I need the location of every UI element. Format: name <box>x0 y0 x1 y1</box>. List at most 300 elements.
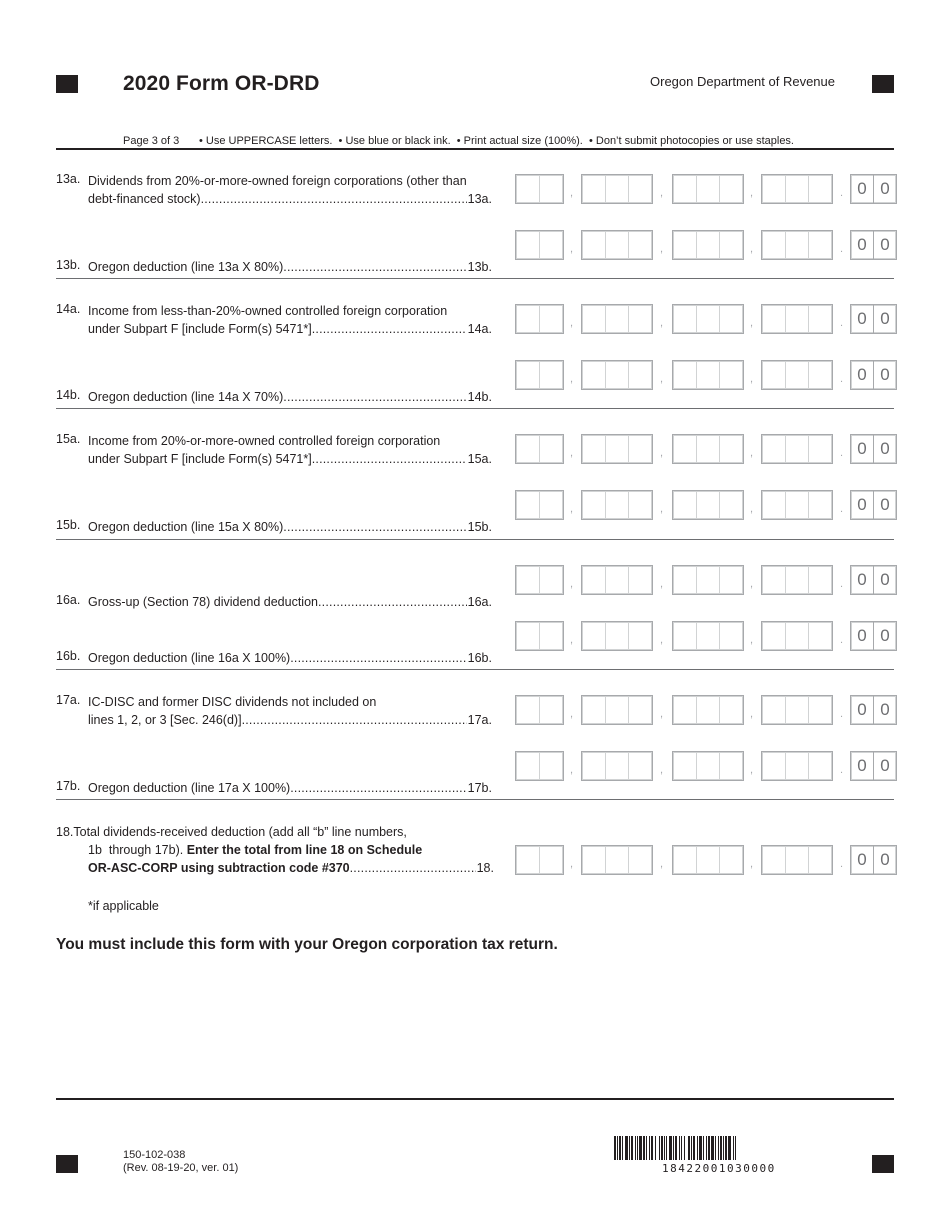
digit-cell[interactable] <box>606 305 630 333</box>
digit-cell[interactable] <box>697 846 721 874</box>
line-text: under Subpart F [include Form(s) 5471*] <box>88 322 312 336</box>
cents-digit: 0 <box>857 626 867 645</box>
digit-cell[interactable] <box>629 305 652 333</box>
digit-cell[interactable] <box>697 622 721 650</box>
thousands-separator: , <box>570 578 574 590</box>
amount-field[interactable] <box>515 621 897 651</box>
digit-cell[interactable] <box>697 175 721 203</box>
line-description <box>88 302 492 338</box>
digit-cell[interactable] <box>629 231 652 259</box>
digit-cell[interactable] <box>582 491 606 519</box>
digit-cell[interactable] <box>762 305 786 333</box>
cents-digit: 0 <box>873 305 896 333</box>
thousands-separator: , <box>750 317 754 329</box>
cents-digit: 0 <box>857 439 867 458</box>
thousands-separator: , <box>750 578 754 590</box>
digit-cell[interactable] <box>516 622 540 650</box>
digit-cell[interactable] <box>786 696 810 724</box>
amount-field[interactable] <box>515 751 897 781</box>
digit-cell[interactable] <box>673 622 697 650</box>
digit-cell[interactable] <box>516 435 540 463</box>
line-text-first: Income from 20%-or-more-owned controlled foreign corporation <box>88 434 441 448</box>
dot-leader <box>318 593 467 611</box>
digit-cell[interactable] <box>582 231 606 259</box>
digit-cell[interactable] <box>786 305 810 333</box>
line-18-amount-field[interactable] <box>515 845 897 875</box>
digit-cell[interactable] <box>606 846 630 874</box>
digit-cell[interactable] <box>809 435 832 463</box>
line-code: 14a. <box>467 322 492 336</box>
cents-digit: 0 <box>873 231 896 259</box>
registration-mark-top-left <box>56 75 78 93</box>
digit-group[interactable] <box>672 490 744 520</box>
section-separator <box>56 539 894 540</box>
line-description <box>88 432 492 468</box>
cents-field[interactable] <box>850 565 897 595</box>
thousands-separator: , <box>750 764 754 776</box>
thousands-separator: , <box>750 708 754 720</box>
cents-digit: 0 <box>857 235 867 254</box>
thousands-separator: , <box>660 243 664 255</box>
digit-cell[interactable] <box>673 231 697 259</box>
header-rule <box>56 148 894 150</box>
digit-cell[interactable] <box>809 361 832 389</box>
digit-cell[interactable] <box>697 361 721 389</box>
digit-cell[interactable] <box>540 231 563 259</box>
cents-digit: 0 <box>873 491 896 519</box>
digit-cell[interactable] <box>697 491 721 519</box>
line-description <box>88 388 492 406</box>
thousands-separator: , <box>660 578 664 590</box>
cents-field[interactable] <box>850 360 897 390</box>
line-text: Oregon deduction (line 16a X 100%) <box>88 651 291 665</box>
digit-cell[interactable] <box>540 361 563 389</box>
line-text: Oregon deduction (line 17a X 100%) <box>88 781 291 795</box>
digit-group[interactable] <box>761 360 833 390</box>
thousands-separator: , <box>570 503 574 515</box>
digit-cell[interactable] <box>697 231 721 259</box>
digit-cell[interactable] <box>606 696 630 724</box>
digit-group[interactable] <box>761 434 833 464</box>
digit-cell[interactable] <box>673 175 697 203</box>
digit-cell[interactable] <box>762 361 786 389</box>
thousands-separator: , <box>660 503 664 515</box>
cents-field[interactable] <box>850 490 897 520</box>
decimal-point: . <box>840 503 844 515</box>
cents-digit: 0 <box>873 175 896 203</box>
section-separator <box>56 799 894 800</box>
digit-cell[interactable] <box>606 622 630 650</box>
digit-cell[interactable] <box>786 491 810 519</box>
cents-digit: 0 <box>857 179 867 198</box>
digit-group[interactable] <box>672 360 744 390</box>
line-text-first: Income from less-than-20%-owned controlled foreign corporation <box>88 304 448 318</box>
digit-cell[interactable] <box>540 305 563 333</box>
line-number: 13b. <box>56 258 81 272</box>
digit-cell[interactable] <box>697 752 721 780</box>
amount-field[interactable] <box>515 565 897 595</box>
digit-group[interactable] <box>672 845 744 875</box>
cents-field[interactable] <box>850 174 897 204</box>
digit-cell[interactable] <box>786 622 810 650</box>
digit-group[interactable] <box>672 230 744 260</box>
digit-group[interactable] <box>581 174 653 204</box>
decimal-point: . <box>840 764 844 776</box>
digit-cell[interactable] <box>720 752 743 780</box>
decimal-point: . <box>840 708 844 720</box>
digit-group[interactable] <box>515 565 564 595</box>
digit-cell[interactable] <box>762 231 786 259</box>
digit-cell[interactable] <box>720 305 743 333</box>
digit-cell[interactable] <box>762 846 786 874</box>
line-18-text-1: 18.Total dividends-received deduction (add all “b” line numbers, <box>56 825 407 839</box>
amount-field[interactable] <box>515 174 897 204</box>
digit-cell[interactable] <box>540 435 563 463</box>
digit-cell[interactable] <box>606 566 630 594</box>
digit-cell[interactable] <box>629 696 652 724</box>
cents-field[interactable] <box>850 230 897 260</box>
digit-group[interactable] <box>581 565 653 595</box>
digit-group[interactable] <box>515 174 564 204</box>
digit-cell[interactable] <box>540 696 563 724</box>
decimal-point: . <box>840 187 844 199</box>
digit-cell[interactable] <box>516 566 540 594</box>
digit-cell[interactable] <box>673 361 697 389</box>
digit-cell[interactable] <box>809 305 832 333</box>
line-description <box>88 649 492 667</box>
line-code: 17a. <box>467 713 492 727</box>
digit-cell[interactable] <box>516 752 540 780</box>
line-description <box>88 518 492 536</box>
digit-group[interactable] <box>581 230 653 260</box>
line-text: Oregon deduction (line 14a X 70%) <box>88 390 284 404</box>
digit-cell[interactable] <box>606 752 630 780</box>
line-code: 13a. <box>467 192 492 206</box>
revision-info: (Rev. 08-19-20, ver. 01) <box>123 1162 239 1174</box>
digit-cell[interactable] <box>582 305 606 333</box>
digit-cell[interactable] <box>809 566 832 594</box>
line-number: 15b. <box>56 518 81 532</box>
dot-leader <box>312 320 467 338</box>
digit-cell[interactable] <box>516 696 540 724</box>
digit-cell[interactable] <box>540 752 563 780</box>
thousands-separator: , <box>750 373 754 385</box>
line-text: Oregon deduction (line 13a X 80%) <box>88 260 284 274</box>
thousands-separator: , <box>660 764 664 776</box>
thousands-separator: , <box>570 858 574 870</box>
digit-group[interactable] <box>761 621 833 651</box>
digit-cell[interactable] <box>540 622 563 650</box>
digit-cell[interactable] <box>762 491 786 519</box>
dot-leader <box>283 258 466 276</box>
digit-cell[interactable] <box>629 491 652 519</box>
amount-field[interactable] <box>515 304 897 334</box>
decimal-point: . <box>840 373 844 385</box>
digit-cell[interactable] <box>516 361 540 389</box>
digit-cell[interactable] <box>582 175 606 203</box>
digit-cell[interactable] <box>762 622 786 650</box>
digit-cell[interactable] <box>540 846 563 874</box>
digit-cell[interactable] <box>720 491 743 519</box>
digit-cell[interactable] <box>762 435 786 463</box>
digit-cell[interactable] <box>809 752 832 780</box>
amount-field[interactable] <box>515 490 897 520</box>
digit-group[interactable] <box>515 490 564 520</box>
digit-cell[interactable] <box>582 696 606 724</box>
digit-cell[interactable] <box>673 752 697 780</box>
digit-cell[interactable] <box>786 566 810 594</box>
cents-digit: 0 <box>873 361 896 389</box>
registration-mark-bottom-left <box>56 1155 78 1173</box>
digit-group[interactable] <box>581 845 653 875</box>
must-include-notice: You must include this form with your Oregon corporation tax return. <box>56 936 558 953</box>
instructions: • Use UPPERCASE letters. • Use blue or black ink. • Print actual size (100%). • Don’t submit photocopies or use staples. <box>199 135 794 147</box>
digit-group[interactable] <box>761 565 833 595</box>
thousands-separator: , <box>660 708 664 720</box>
amount-field[interactable] <box>515 230 897 260</box>
digit-group[interactable] <box>761 695 833 725</box>
digit-cell[interactable] <box>673 696 697 724</box>
decimal-point: . <box>840 578 844 590</box>
digit-group[interactable] <box>515 845 564 875</box>
digit-group[interactable] <box>761 174 833 204</box>
digit-cell[interactable] <box>582 435 606 463</box>
cents-field[interactable] <box>850 695 897 725</box>
digit-group[interactable] <box>672 751 744 781</box>
cents-field[interactable] <box>850 621 897 651</box>
digit-cell[interactable] <box>540 491 563 519</box>
digit-cell[interactable] <box>720 231 743 259</box>
digit-cell[interactable] <box>540 566 563 594</box>
digit-group[interactable] <box>672 565 744 595</box>
digit-cell[interactable] <box>673 435 697 463</box>
digit-cell[interactable] <box>582 752 606 780</box>
thousands-separator: , <box>570 243 574 255</box>
digit-cell[interactable] <box>786 361 810 389</box>
amount-field[interactable] <box>515 434 897 464</box>
decimal-point: . <box>840 858 844 870</box>
digit-group[interactable] <box>515 434 564 464</box>
agency-name: Oregon Department of Revenue <box>650 74 835 89</box>
line-18-text-2-bold: Enter the total from line 18 on Schedule <box>186 843 423 857</box>
digit-cell[interactable] <box>673 305 697 333</box>
digit-cell[interactable] <box>809 696 832 724</box>
digit-cell[interactable] <box>809 846 832 874</box>
thousands-separator: , <box>570 447 574 459</box>
digit-group[interactable] <box>761 490 833 520</box>
digit-group[interactable] <box>672 621 744 651</box>
digit-group[interactable] <box>515 360 564 390</box>
digit-cell[interactable] <box>786 435 810 463</box>
line-text: under Subpart F [include Form(s) 5471*] <box>88 452 312 466</box>
cents-field[interactable] <box>850 434 897 464</box>
registration-mark-bottom-right <box>872 1155 894 1173</box>
digit-cell[interactable] <box>629 361 652 389</box>
digit-cell[interactable] <box>786 231 810 259</box>
digit-cell[interactable] <box>673 846 697 874</box>
digit-cell[interactable] <box>762 752 786 780</box>
line-number: 16a. <box>56 593 81 607</box>
digit-cell[interactable] <box>697 435 721 463</box>
cents-digit: 0 <box>873 846 896 874</box>
digit-cell[interactable] <box>809 231 832 259</box>
footnote: *if applicable <box>88 899 159 913</box>
line-18-leader <box>350 859 476 877</box>
thousands-separator: , <box>660 858 664 870</box>
cents-field[interactable] <box>850 304 897 334</box>
digit-group[interactable] <box>761 230 833 260</box>
digit-cell[interactable] <box>720 175 743 203</box>
digit-cell[interactable] <box>582 361 606 389</box>
digit-cell[interactable] <box>673 566 697 594</box>
digit-group[interactable] <box>515 751 564 781</box>
cents-field[interactable] <box>850 845 897 875</box>
dot-leader <box>290 779 466 797</box>
digit-group[interactable] <box>515 621 564 651</box>
digit-cell[interactable] <box>582 846 606 874</box>
digit-cell[interactable] <box>516 231 540 259</box>
digit-cell[interactable] <box>809 491 832 519</box>
digit-group[interactable] <box>761 304 833 334</box>
digit-cell[interactable] <box>809 622 832 650</box>
cents-digit: 0 <box>857 309 867 328</box>
digit-group[interactable] <box>515 695 564 725</box>
line-code: 17b. <box>467 781 492 795</box>
line-18-code: 18. <box>476 861 494 875</box>
digit-cell[interactable] <box>762 696 786 724</box>
thousands-separator: , <box>750 634 754 646</box>
digit-cell[interactable] <box>606 231 630 259</box>
cents-digit: 0 <box>873 435 896 463</box>
cents-digit: 0 <box>873 696 896 724</box>
line-text: Gross-up (Section 78) dividend deduction <box>88 595 318 609</box>
digit-cell[interactable] <box>606 175 630 203</box>
digit-cell[interactable] <box>582 566 606 594</box>
decimal-point: . <box>840 317 844 329</box>
amount-field[interactable] <box>515 695 897 725</box>
digit-cell[interactable] <box>720 361 743 389</box>
digit-cell[interactable] <box>606 361 630 389</box>
digit-cell[interactable] <box>720 622 743 650</box>
decimal-point: . <box>840 634 844 646</box>
digit-group[interactable] <box>581 360 653 390</box>
digit-cell[interactable] <box>629 752 652 780</box>
digit-cell[interactable] <box>720 846 743 874</box>
line-code: 16a. <box>467 595 492 609</box>
dot-leader <box>201 190 467 208</box>
digit-cell[interactable] <box>606 491 630 519</box>
barcode-number: 18422001030000 <box>662 1162 776 1175</box>
line-description <box>88 258 492 276</box>
digit-cell[interactable] <box>786 752 810 780</box>
decimal-point: . <box>840 243 844 255</box>
digit-group[interactable] <box>761 751 833 781</box>
digit-group[interactable] <box>672 695 744 725</box>
digit-cell[interactable] <box>540 175 563 203</box>
digit-cell[interactable] <box>629 435 652 463</box>
line-number: 17b. <box>56 779 81 793</box>
digit-cell[interactable] <box>516 846 540 874</box>
thousands-separator: , <box>570 764 574 776</box>
line-description <box>88 172 492 208</box>
digit-group[interactable] <box>581 490 653 520</box>
digit-cell[interactable] <box>720 696 743 724</box>
cents-digit: 0 <box>857 570 867 589</box>
digit-cell[interactable] <box>516 305 540 333</box>
line-description <box>88 593 492 611</box>
thousands-separator: , <box>570 634 574 646</box>
section-separator <box>56 669 894 670</box>
digit-cell[interactable] <box>809 175 832 203</box>
thousands-separator: , <box>750 447 754 459</box>
digit-cell[interactable] <box>697 305 721 333</box>
form-title: 2020 Form OR-DRD <box>123 72 320 95</box>
line-number: 13a. <box>56 172 81 186</box>
digit-cell[interactable] <box>629 622 652 650</box>
line-text-first: IC-DISC and former DISC dividends not included on <box>88 695 377 709</box>
digit-cell[interactable] <box>516 175 540 203</box>
digit-cell[interactable] <box>697 566 721 594</box>
digit-cell[interactable] <box>606 435 630 463</box>
digit-cell[interactable] <box>720 566 743 594</box>
digit-cell[interactable] <box>673 491 697 519</box>
digit-cell[interactable] <box>629 566 652 594</box>
thousands-separator: , <box>660 447 664 459</box>
digit-group[interactable] <box>581 304 653 334</box>
thousands-separator: , <box>750 503 754 515</box>
thousands-separator: , <box>660 317 664 329</box>
cents-digit: 0 <box>857 850 867 869</box>
thousands-separator: , <box>570 317 574 329</box>
digit-cell[interactable] <box>697 696 721 724</box>
digit-group[interactable] <box>761 845 833 875</box>
digit-cell[interactable] <box>786 846 810 874</box>
cents-digit: 0 <box>873 566 896 594</box>
digit-group[interactable] <box>515 304 564 334</box>
amount-field[interactable] <box>515 360 897 390</box>
digit-cell[interactable] <box>720 435 743 463</box>
digit-group[interactable] <box>672 434 744 464</box>
digit-cell[interactable] <box>762 175 786 203</box>
registration-mark-top-right <box>872 75 894 93</box>
thousands-separator: , <box>570 187 574 199</box>
digit-cell[interactable] <box>786 175 810 203</box>
cents-field[interactable] <box>850 751 897 781</box>
line-code: 14b. <box>467 390 492 404</box>
digit-group[interactable] <box>581 621 653 651</box>
digit-cell[interactable] <box>582 622 606 650</box>
line-description <box>88 693 492 729</box>
digit-cell[interactable] <box>516 491 540 519</box>
digit-group[interactable] <box>581 695 653 725</box>
digit-group[interactable] <box>581 434 653 464</box>
digit-group[interactable] <box>672 304 744 334</box>
digit-group[interactable] <box>515 230 564 260</box>
thousands-separator: , <box>660 634 664 646</box>
form-number: 150-102-038 <box>123 1149 186 1161</box>
digit-cell[interactable] <box>629 846 652 874</box>
digit-cell[interactable] <box>629 175 652 203</box>
digit-cell[interactable] <box>762 566 786 594</box>
decimal-point: . <box>840 447 844 459</box>
line-text: lines 1, 2, or 3 [Sec. 246(d)] <box>88 713 242 727</box>
digit-group[interactable] <box>581 751 653 781</box>
line-text: Oregon deduction (line 15a X 80%) <box>88 520 284 534</box>
line-18-description <box>56 823 494 877</box>
line-description <box>88 779 492 797</box>
barcode-icon <box>614 1136 826 1160</box>
digit-group[interactable] <box>672 174 744 204</box>
